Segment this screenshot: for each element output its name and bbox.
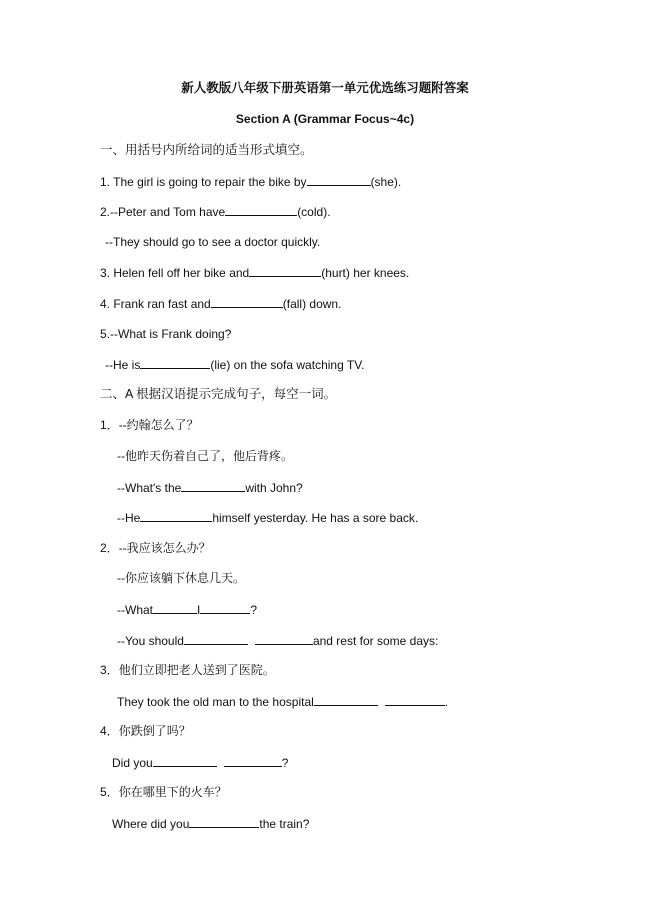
p2-q2-number: 2． (100, 541, 119, 555)
p2-q1-en1 (117, 479, 303, 496)
p2-q4-blank-2[interactable] (224, 754, 282, 767)
part2-heading: 二、A 根据汉语提示完成句子，每空一词。 (100, 387, 337, 401)
p2-q3-blank-2[interactable] (385, 693, 445, 706)
p2-q3-blank-1[interactable] (314, 693, 378, 706)
p2-q4-number: 4． (100, 724, 119, 738)
p2-q1-zh1: --约翰怎么了？ (118, 418, 199, 432)
p2-question-5 (100, 784, 227, 800)
p2-q5-number: 5． (100, 785, 119, 799)
p2-q4-en-b: ? (281, 756, 289, 770)
p1-question-5: 5.--What is Frank doing? (100, 327, 232, 341)
p1-question-3 (100, 264, 409, 281)
p1-q1-text-b: (she). (370, 175, 402, 189)
p2-q4-blank-1[interactable] (153, 754, 217, 767)
p1-question-1 (100, 173, 401, 190)
p1-question-5-response (105, 356, 364, 373)
p1-q1-text-a: 1. The girl is going to repair the bike by (100, 175, 307, 189)
p2-q2-en1 (117, 601, 257, 618)
p2-q2-en1-b: I (197, 603, 201, 617)
p2-q2-en2-b: and rest for some days: (312, 634, 439, 648)
part1-heading: 一、用括号内所给词的适当形式填空。 (100, 143, 313, 157)
p2-q3-zh: 他们立即把老人送到了医院。 (118, 663, 275, 677)
p2-q1-zh2: --他昨天伤着自己了，他后背疼。 (117, 449, 293, 463)
p2-q2-en2-a: --You should (117, 634, 184, 648)
p2-q1-en2 (117, 509, 418, 526)
p1-q4-text-a: 4. Frank ran fast and (100, 297, 211, 311)
p2-q1-en1-b: with John? (245, 481, 303, 495)
p2-q5-en-a: Where did you (112, 817, 190, 831)
p1-q5r-text-b: (lie) on the sofa watching TV. (210, 358, 365, 372)
p2-q3-number: 3． (100, 663, 119, 677)
p1-question-2 (100, 203, 331, 220)
p2-q2-zh2: --你应该躺下休息几天。 (117, 571, 245, 585)
p2-q3-en-a: They took the old man to the hospital (117, 695, 314, 709)
p1-q3-text-a: 3. Helen fell off her bike and (100, 266, 250, 280)
p2-q5-blank[interactable] (189, 815, 259, 828)
p2-q1-en1-blank[interactable] (181, 479, 245, 492)
p2-q5-en-b: the train? (259, 817, 310, 831)
p1-q4-blank[interactable] (211, 295, 283, 308)
p2-q3-en-b: . (444, 695, 449, 709)
p2-q1-en2-b: himself yesterday. He has a sore back. (212, 511, 419, 525)
p1-q2-blank[interactable] (225, 203, 297, 216)
p1-q1-blank[interactable] (307, 173, 371, 186)
p1-q3-text-b: (hurt) her knees. (321, 266, 410, 280)
p2-q5-en (112, 815, 309, 832)
p2-q5-zh: 你在哪里下的火车？ (118, 785, 227, 799)
section-subtitle: Section A (Grammar Focus~4c) (235, 112, 415, 126)
p2-q2-zh1: --我应该怎么办？ (118, 541, 211, 555)
p2-q2-en1-blank-1[interactable] (153, 601, 197, 614)
p1-q2-text-a: 2.--Peter and Tom have (100, 205, 226, 219)
p2-q2-en2 (117, 632, 438, 649)
p2-question-3 (100, 662, 275, 678)
p2-q4-zh: 你跌倒了吗？ (118, 724, 191, 738)
p2-question-1 (100, 417, 199, 433)
p2-q2-en2-blank-1[interactable] (184, 632, 248, 645)
p2-question-4 (100, 723, 191, 739)
p2-q1-number: 1． (100, 418, 119, 432)
p2-q2-en2-blank-2[interactable] (255, 632, 313, 645)
p1-question-4 (100, 295, 341, 312)
p2-question-2 (100, 540, 211, 556)
p2-q4-en-a: Did you (112, 756, 153, 770)
p2-q1-en2-a: --He (117, 511, 141, 525)
p2-q4-en (112, 754, 288, 771)
p1-question-2-response: --They should go to see a doctor quickly. (105, 235, 321, 249)
p1-q2-text-b: (cold). (297, 205, 331, 219)
document-title: 新人教版八年级下册英语第一单元优选练习题附答案 (181, 81, 469, 95)
p2-q2-en1-a: --What (117, 603, 153, 617)
p1-q3-blank[interactable] (249, 264, 321, 277)
p1-q5r-blank[interactable] (140, 356, 210, 369)
p1-q4-text-b: (fall) down. (282, 297, 342, 311)
p2-q2-en1-c: ? (250, 603, 258, 617)
p2-q1-en2-blank[interactable] (140, 509, 212, 522)
p2-q3-en (117, 693, 448, 710)
p1-q5r-text-a: --He is (105, 358, 141, 372)
p2-q2-en1-blank-2[interactable] (200, 601, 250, 614)
p2-q1-en1-a: --What's the (117, 481, 182, 495)
